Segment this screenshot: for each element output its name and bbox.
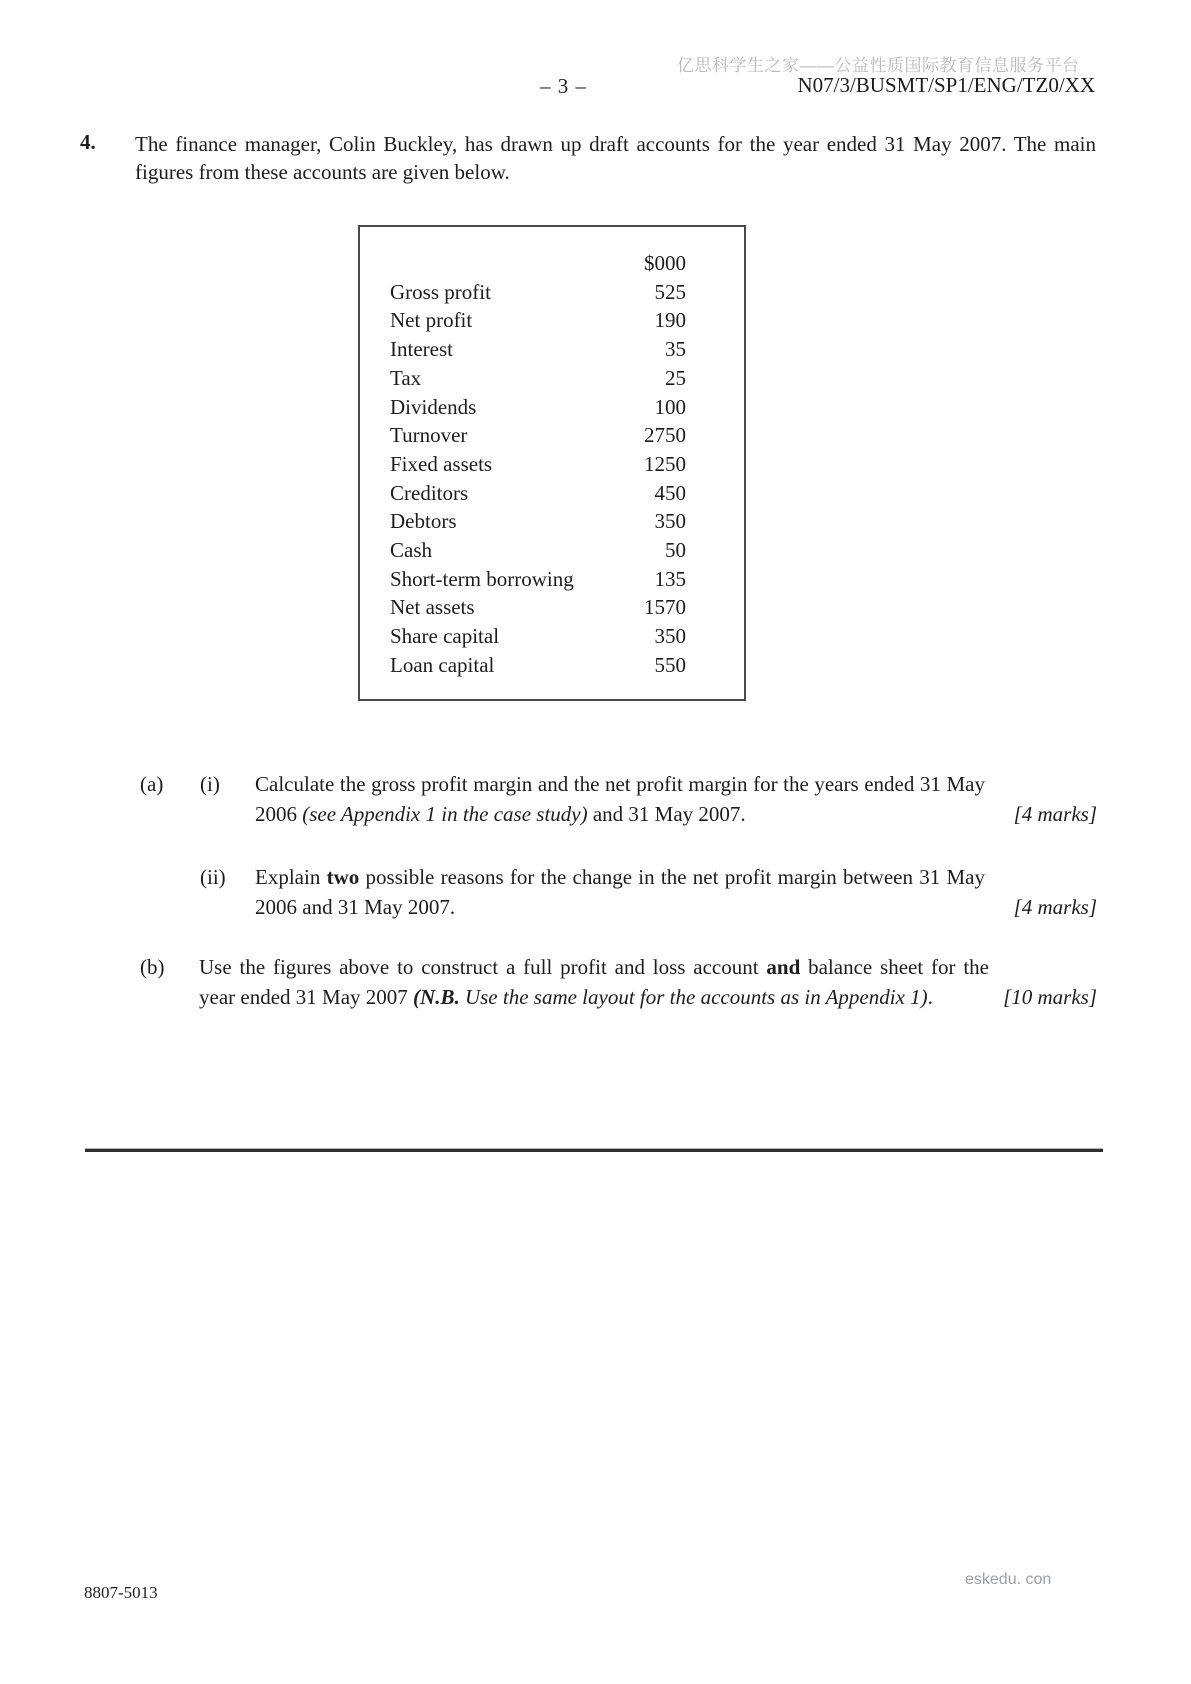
table-row [390, 306, 686, 335]
table-row [390, 278, 686, 307]
marks-badge: [4 marks] [1013, 894, 1097, 919]
document-code: 8807-5013 [84, 1583, 158, 1602]
row-label: Net profit [390, 308, 473, 333]
row-label: Cash [390, 538, 432, 563]
footer-watermark: eskedu. con [965, 1571, 1052, 1588]
row-label: Turnover [390, 423, 468, 448]
row-label: Fixed assets [390, 451, 493, 476]
row-label: Dividends [390, 394, 477, 419]
question-intro: The finance manager, Colin Buckley, has drawn up draft accounts for the year ended 31 May 2007. The main figures from these accounts are given below. [135, 132, 1096, 184]
row-label: Net assets [390, 595, 475, 620]
table-row [390, 536, 686, 565]
row-value: 350 [654, 624, 686, 649]
marks-badge: [4 marks] [1013, 801, 1097, 826]
row-value: 2750 [644, 423, 686, 448]
row-value: 35 [665, 337, 686, 362]
question-part-b [140, 953, 1097, 1012]
table-row [390, 479, 686, 508]
part-text: Use the figures above to construct a full profit and loss account and balance sheet for the year ended 31 May 2007 (N.B. Use the same layout for the accounts as in Appendix 1). [199, 955, 989, 1009]
question-part-a-ii [140, 863, 1097, 922]
row-label: Creditors [390, 480, 469, 505]
row-label: Share capital [390, 624, 500, 649]
table-row [390, 507, 686, 536]
part-text: Calculate the gross profit margin and the net profit margin for the years ended 31 May 2006 (see Appendix 1 in the case study) and 31 May 2007. [255, 772, 985, 826]
row-label: Loan capital [390, 652, 495, 677]
marks-badge: [10 marks] [1003, 984, 1097, 1009]
question-part-a-i [140, 770, 1097, 829]
row-label: Tax [390, 365, 422, 390]
table-row [390, 593, 686, 622]
header-watermark: 亿思科学生之家——公益性质国际教育信息服务平台 [677, 56, 1080, 75]
footer-divider [85, 1148, 1103, 1152]
row-value: 550 [654, 652, 686, 677]
part-text: Explain two possible reasons for the change in the net profit margin between 31 May 2006 and 31 May 2007. [255, 865, 985, 919]
table-row [390, 565, 686, 594]
row-value: 100 [654, 394, 686, 419]
table-row [390, 335, 686, 364]
table-row [390, 450, 686, 479]
table-row [390, 651, 686, 680]
part-label: (b) [140, 955, 165, 979]
table-row [390, 393, 686, 422]
table-row [390, 421, 686, 450]
row-label: Short-term borrowing [390, 566, 574, 591]
paper-code: N07/3/BUSMT/SP1/ENG/TZ0/XX [797, 73, 1095, 97]
row-label: Gross profit [390, 279, 491, 304]
table-row [390, 622, 686, 651]
row-value: 450 [654, 480, 686, 505]
question-number: 4. [80, 130, 96, 154]
row-value: 135 [654, 566, 686, 591]
row-label: Interest [390, 337, 453, 362]
row-value: 525 [654, 279, 686, 304]
row-value: 350 [654, 509, 686, 534]
accounts-figures-table [358, 225, 746, 701]
row-value: 1250 [644, 451, 686, 476]
item-label: (i) [200, 772, 220, 796]
row-label: Debtors [390, 509, 457, 534]
table-row [390, 364, 686, 393]
part-label: (a) [140, 772, 164, 796]
row-value: 190 [654, 308, 686, 333]
row-value: 50 [665, 538, 686, 563]
page-number: – 3 – [540, 74, 587, 98]
item-label: (ii) [200, 865, 226, 889]
row-value: 25 [665, 365, 686, 390]
row-value: 1570 [644, 595, 686, 620]
table-unit-header: $000 [644, 251, 686, 275]
